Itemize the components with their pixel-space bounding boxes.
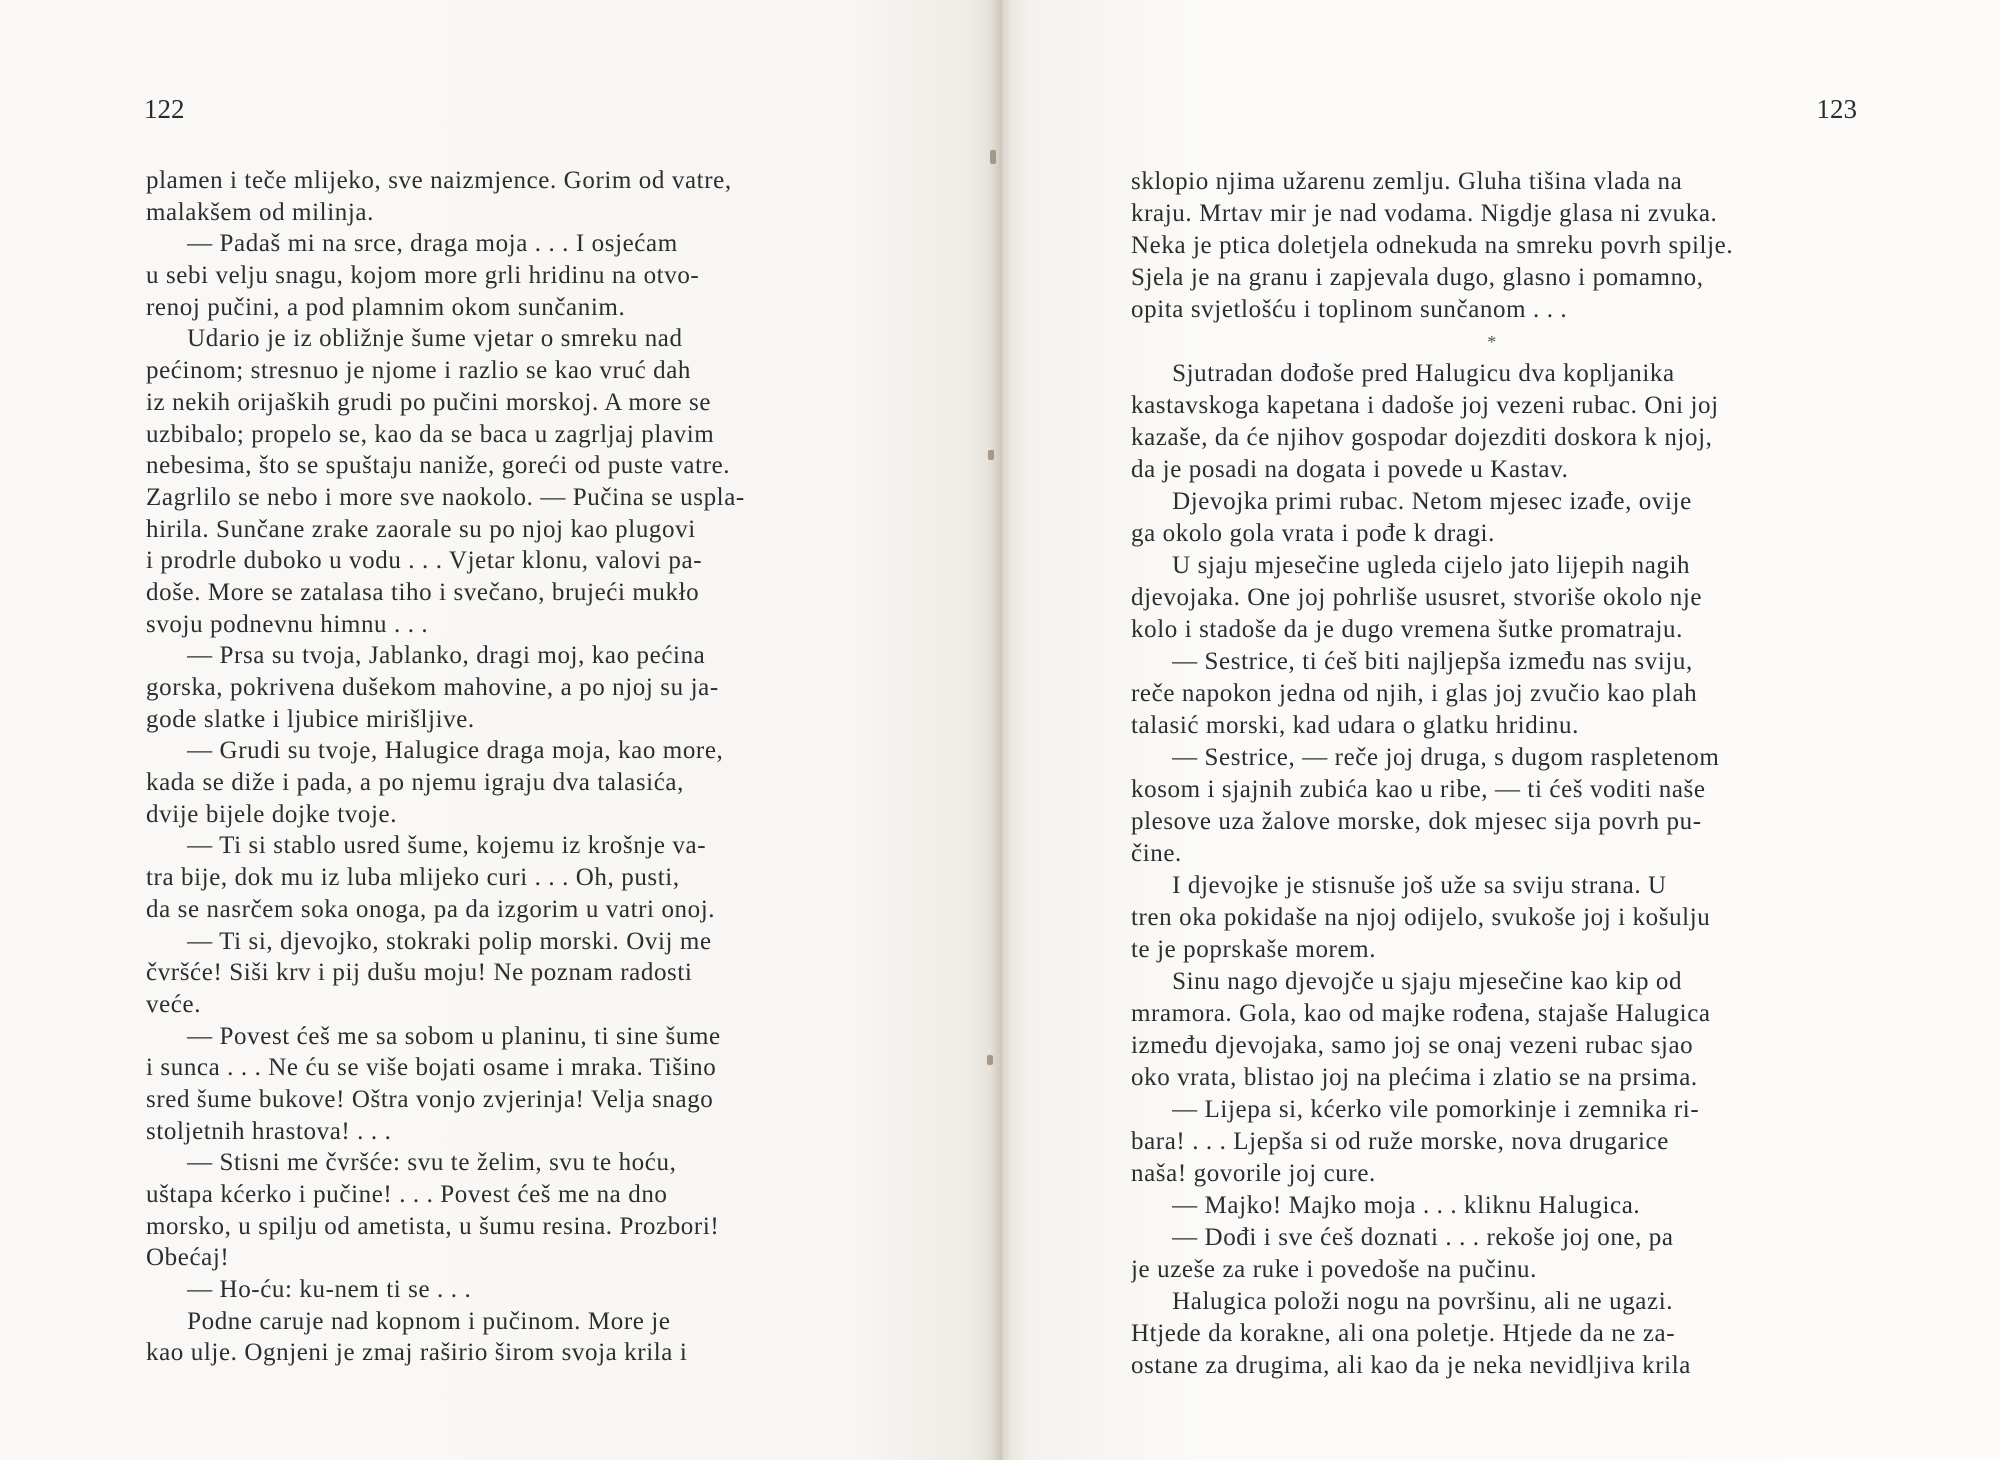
text-line: tra bije, dok mu iz luba mlijeko curi . . . Oh, pusti, bbox=[146, 864, 680, 892]
text-line: sklopio njima užarenu zemlju. Gluha tišina vlada na bbox=[1131, 168, 1683, 195]
text-line: — Sestrice, — reče joj druga, s dugom raspletenom bbox=[1131, 744, 1720, 771]
text-line: stoljetnih hrastova! . . . bbox=[146, 1117, 392, 1145]
text-line: hirila. Sunčane zrake zaorale su po njoj kao plugovi bbox=[146, 515, 696, 543]
text-line: — Povest ćeš me sa sobom u planinu, ti sine šume bbox=[146, 1022, 721, 1050]
text-line: uštapa kćerko i pučine! . . . Povest ćeš me na dno bbox=[146, 1181, 668, 1208]
text-line: čvršće! Siši krv i pij dušu moju! Ne poznam radosti bbox=[146, 959, 693, 987]
text-line: kastavskoga kapetana i dadoše joj vezeni rubac. Oni joj bbox=[1131, 392, 1719, 419]
text-line: kao ulje. Ognjeni je zmaj raširio širom svoja krila i bbox=[146, 1339, 688, 1367]
book-gutter bbox=[990, 0, 1012, 1460]
text-line: kosom i sjajnih zubića kao u ribe, — ti ćeš voditi naše bbox=[1131, 776, 1706, 803]
text-line: pećinom; stresnuo je njome i razlio se kao vruć dah bbox=[146, 357, 692, 385]
text-line: malakšem od milinja. bbox=[146, 198, 374, 226]
text-line: plesove uza žalove morske, dok mjesec sija povrh pu- bbox=[1131, 808, 1702, 835]
text-line: * bbox=[1487, 332, 1497, 352]
text-line: Djevojka primi rubac. Netom mjesec izađe, ovije bbox=[1131, 488, 1692, 515]
text-line: ostane za drugima, ali kao da je neka nevidljiva krila bbox=[1131, 1352, 1691, 1379]
text-line: ga okolo gola vrata i pođe k dragi. bbox=[1131, 520, 1495, 547]
text-line: Htjede da koraknе, ali ona poletje. Htjede da ne za- bbox=[1131, 1320, 1676, 1347]
text-line: — Stisni me čvršće: svu te želim, svu te hoću, bbox=[146, 1149, 677, 1177]
right-page bbox=[1000, 0, 2000, 1460]
text-line: bara! . . . Ljepša si od ruže morske, nova drugarice bbox=[1131, 1128, 1669, 1155]
text-line: da je posadi na dogata i povede u Kastav. bbox=[1131, 456, 1569, 483]
text-line: opita svjetlošću i toplinom sunčanom . . . bbox=[1131, 296, 1568, 323]
text-line: između djevojaka, samo joj se onaj vezeni rubac sjao bbox=[1131, 1032, 1694, 1059]
binding-speck bbox=[987, 1055, 993, 1065]
text-line: Obećaj! bbox=[146, 1244, 230, 1272]
text-line: veće. bbox=[146, 990, 202, 1018]
text-line: i prodrle duboko u vodu . . . Vjetar klonu, valovi pa- bbox=[146, 547, 703, 575]
text-line: Sjela je na granu i zapjevala dugo, glasno i pomamno, bbox=[1131, 264, 1704, 291]
text-line: čine. bbox=[1131, 840, 1182, 867]
text-line: — Grudi su tvoje, Halugice draga moja, kao more, bbox=[146, 737, 724, 765]
text-line: iz nekih orijaških grudi po pučini morskoj. A more se bbox=[146, 388, 712, 416]
text-line: oko vrata, blistao joj na plećima i zlatio se na prsima. bbox=[1131, 1064, 1698, 1091]
text-line: U sjaju mjesečine ugleda cijelo jato lijepih nagih bbox=[1131, 552, 1691, 579]
text-line: kolo i stadoše da je dugo vremena šutke promatraju. bbox=[1131, 616, 1683, 643]
page-number: 123 bbox=[1816, 94, 1857, 124]
text-line: i sunca . . . Ne ću se više bojati osame i mraka. Tišino bbox=[146, 1054, 717, 1082]
text-line: Zagrlilo se nebo i more sve naokolo. — Pučina se uspla- bbox=[146, 483, 745, 511]
text-line: djevojaka. One joj pohrliše ususret, stvoriše okolo nje bbox=[1131, 584, 1703, 611]
text-line: plamen i teče mlijeko, sve naizmjence. Gorim od vatre, bbox=[146, 167, 732, 194]
text-line: — Ti si, djevojko, stokraki polip morski. Ovij me bbox=[146, 927, 712, 955]
text-line: svoju podnevnu himnu . . . bbox=[146, 610, 429, 638]
text-line: Sinu nago djevojče u sjaju mjesečine kao kip od bbox=[1131, 968, 1683, 995]
text-line: gode slatke i ljubice mirišljive. bbox=[146, 705, 475, 733]
text-line: — Ti si stablo usred šume, kojemu iz krošnje va- bbox=[146, 832, 707, 860]
body-text bbox=[1131, 166, 1853, 1382]
text-line: — Dođi i sve ćeš doznati . . . rekoše joj one, pa bbox=[1131, 1224, 1674, 1251]
body-text bbox=[146, 165, 859, 1369]
text-line: mramora. Gola, kao od majke rođena, stajaše Halugica bbox=[1131, 1000, 1711, 1027]
text-line: — Majko! Majko moja . . . kliknu Halugica. bbox=[1131, 1192, 1641, 1219]
text-line: talasić morski, kad udara o glatku hridinu. bbox=[1131, 712, 1579, 739]
text-line: gorska, pokrivena dušekom mahovine, a po njoj su ja- bbox=[146, 674, 719, 701]
text-line: da se nasrčem soka onoga, pa da izgorim u vatri onoj. bbox=[146, 895, 716, 923]
text-line: Sjutradan dođoše pred Halugicu dva kopljanika bbox=[1131, 360, 1675, 387]
text-line: sred šume bukove! Oštra vonjo zvjerinja! Velja snago bbox=[146, 1085, 714, 1113]
text-line: — Sestrice, ti ćeš biti najljepša između nas sviju, bbox=[1131, 648, 1693, 675]
binding-speck bbox=[988, 450, 994, 460]
text-line: naša! govorile joj cure. bbox=[1131, 1160, 1376, 1187]
text-line: te je poprskaše morem. bbox=[1131, 936, 1377, 963]
text-line: — Lijepa si, kćerko vile pomorkinje i zemnika ri- bbox=[1131, 1096, 1700, 1123]
binding-speck bbox=[990, 150, 996, 164]
text-line: Neka je ptica doletjela odnekuda na smreku povrh spilje. bbox=[1131, 232, 1734, 259]
text-line: Halugica položi nogu na površinu, ali ne ugazi. bbox=[1131, 1288, 1674, 1315]
text-line: — Ho-ću: ku-nem ti se . . . bbox=[146, 1276, 472, 1304]
text-line: reče napokon jedna od njih, i glas joj zvučio kao plah bbox=[1131, 680, 1698, 707]
text-line: Udario je iz obližnje šume vjetar o smreku nad bbox=[146, 325, 683, 353]
text-line: u sebi velju snagu, kojom more grli hridinu na otvo- bbox=[146, 262, 700, 290]
text-line: tren oka pokidaše na njoj odijelo, svukoše joj i košulju bbox=[1131, 904, 1711, 931]
text-line: I djevojke je stisnuše još uže sa sviju strana. U bbox=[1131, 872, 1667, 899]
text-line: renoj pučini, a pod plamnim okom sunčanim. bbox=[146, 293, 626, 321]
text-line: nebesima, što se spuštaju naniže, goreći od puste vatre. bbox=[146, 452, 731, 480]
text-line: — Prsa su tvoja, Jablanko, dragi moj, kao pećina bbox=[146, 642, 706, 670]
text-line: kazaše, da će njihov gospodar dojezditi doskora k njoj, bbox=[1131, 424, 1713, 451]
text-line: kraju. Mrtav mir je nad vodama. Nigdje glasa ni zvuka. bbox=[1131, 200, 1718, 227]
text-line: doše. More se zatalasa tiho i svečano, brujeći mukło bbox=[146, 578, 700, 606]
page-number: 122 bbox=[144, 94, 185, 124]
text-line: dvije bijele dojke tvoje. bbox=[146, 800, 398, 828]
text-line: Podne caruje nad kopnom i pučinom. More je bbox=[146, 1307, 671, 1335]
text-line: uzbibalo; propelo se, kao da se baca u zagrljaj plavim bbox=[146, 420, 715, 448]
text-line: kada se diže i pada, a po njemu igraju dva talasića, bbox=[146, 769, 684, 797]
text-line: — Padaš mi na srce, draga moja . . . I osjećam bbox=[146, 230, 678, 258]
text-line: je uzeše za ruke i povedoše na pučinu. bbox=[1131, 1256, 1537, 1283]
text-line: morsko, u spilju od ametista, u šumu resina. Prozbori! bbox=[146, 1212, 720, 1240]
